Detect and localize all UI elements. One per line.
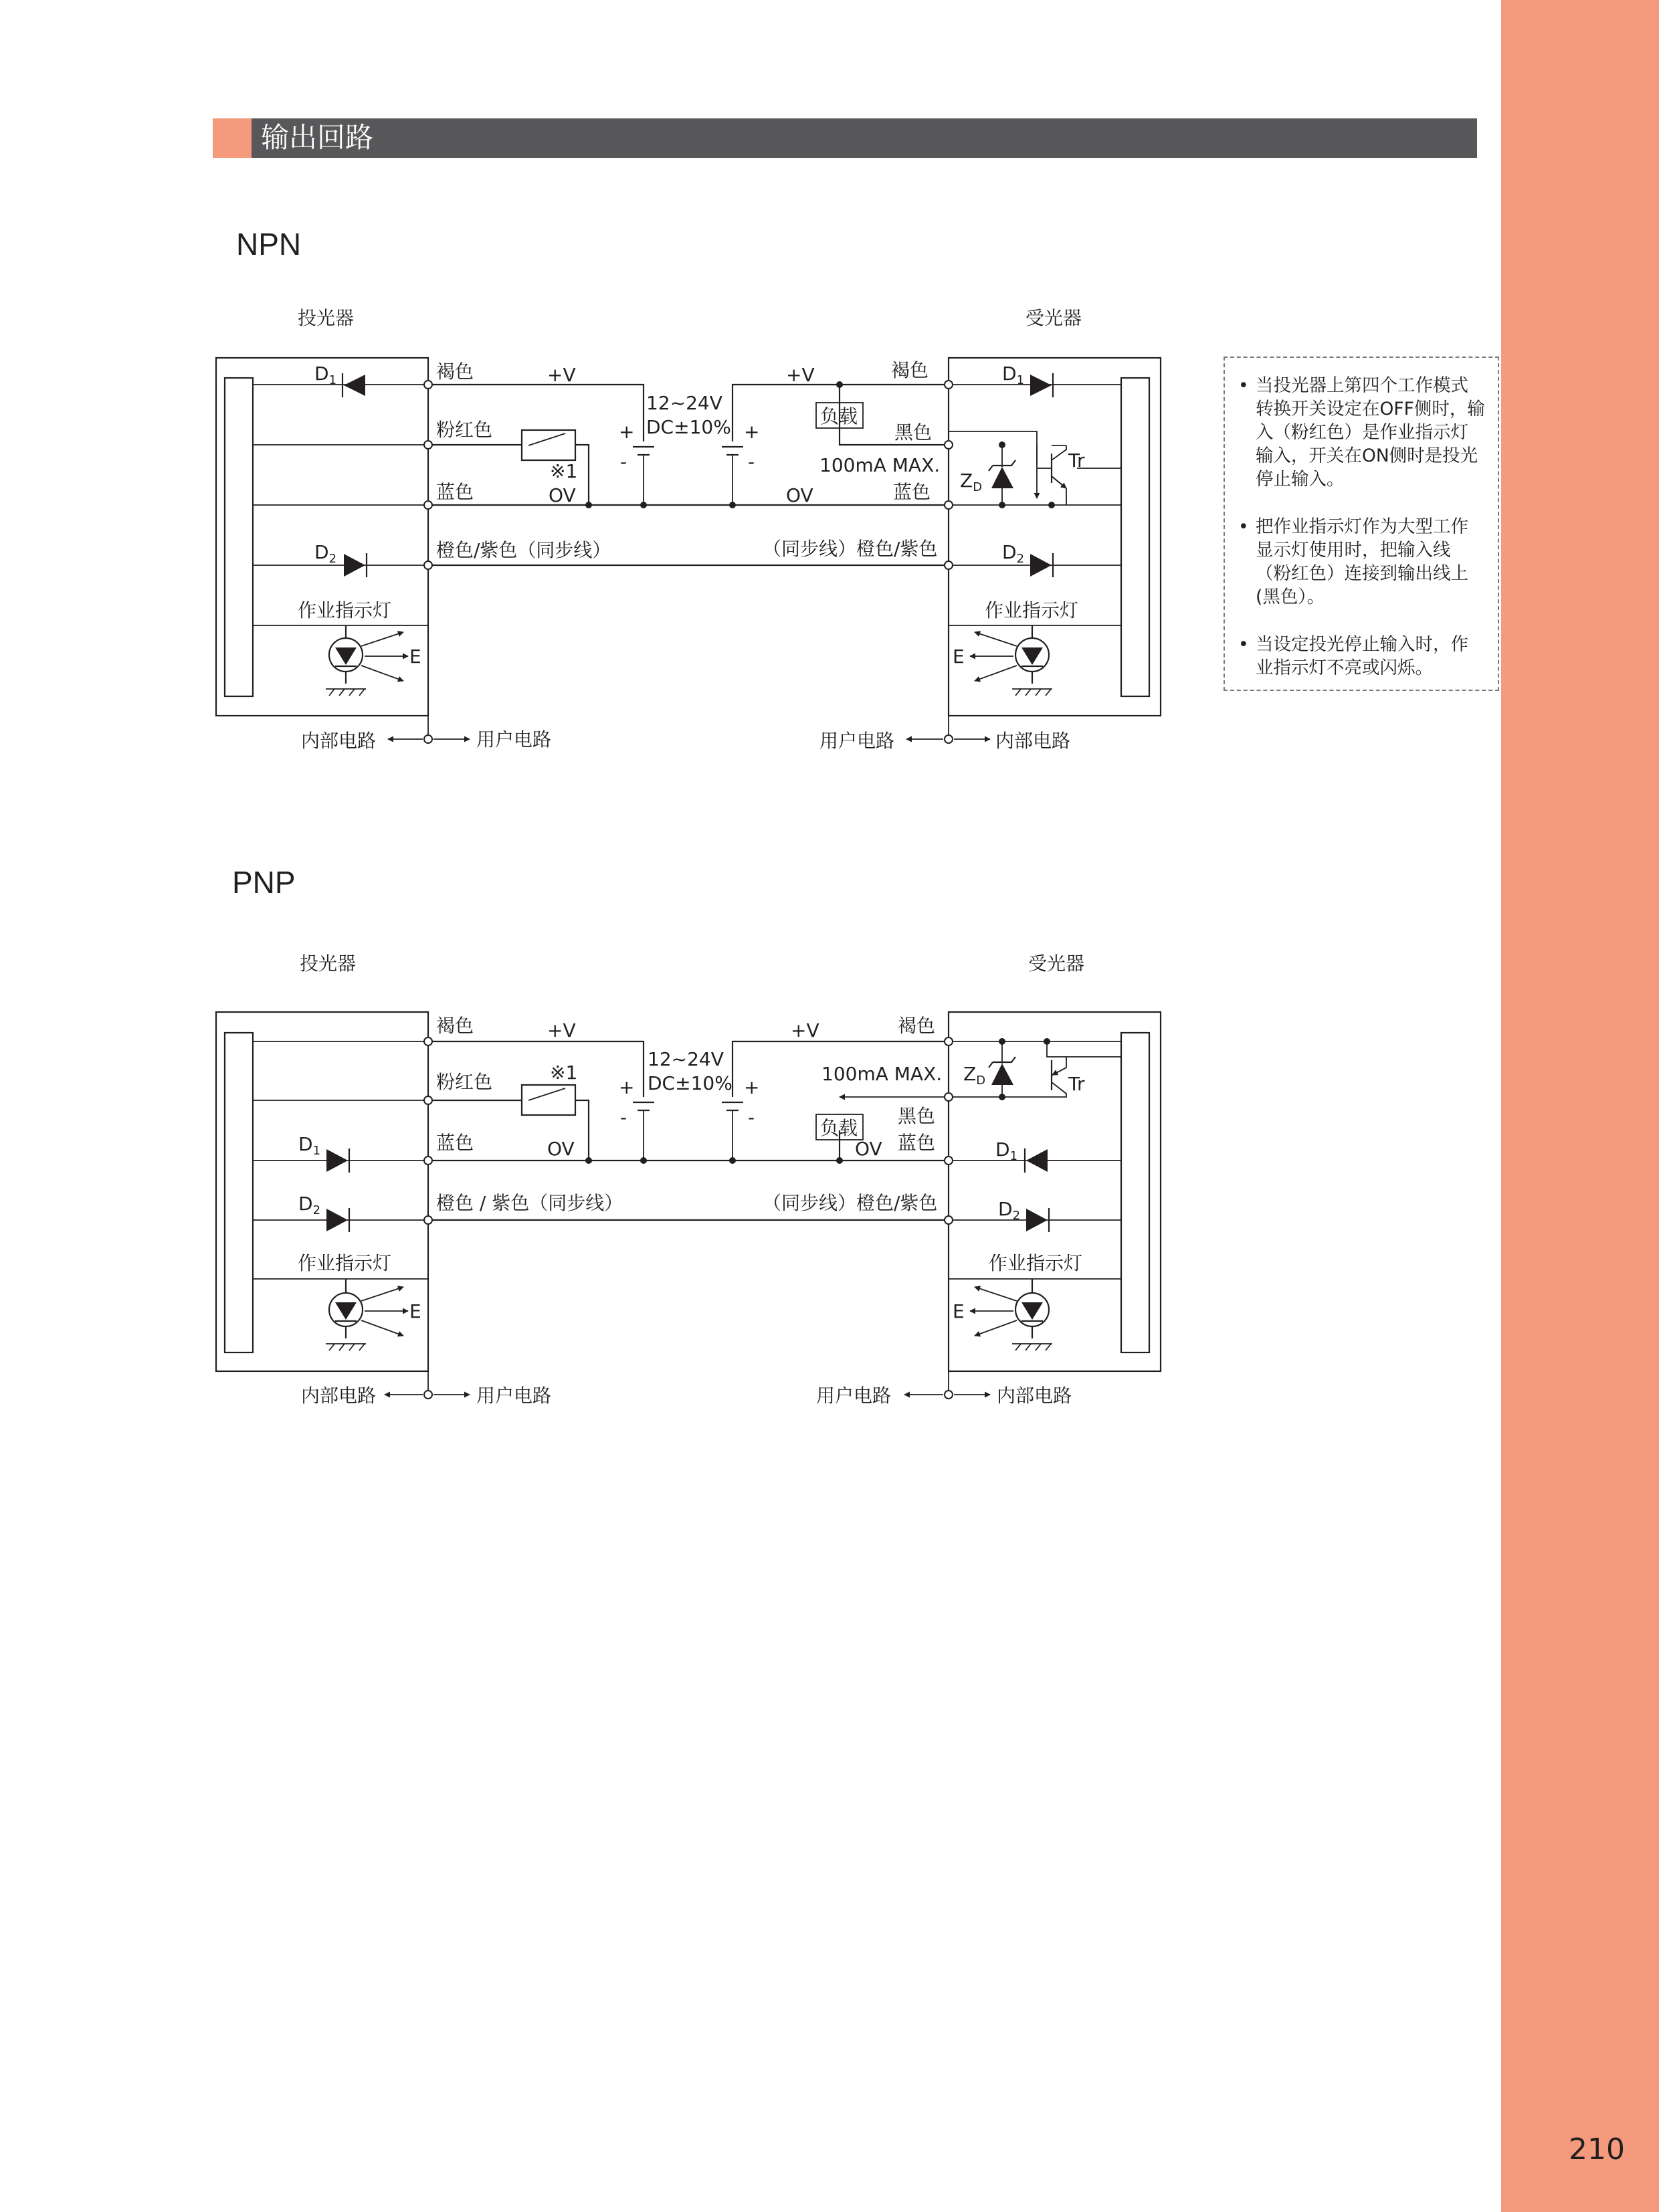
pnp-emitter-label: 投光器 <box>300 952 357 975</box>
npn-receiver-e-label: E <box>953 645 965 668</box>
npn-diagram <box>216 307 1161 752</box>
pnp-zd-label: $Z_D$ <box>963 1063 986 1088</box>
pnp-d2-receiver-diode <box>1026 1208 1049 1232</box>
note-item: • 当设定投光停止输入时，作业指示灯不亮或闪烁。 <box>1236 633 1486 680</box>
npn-d1-receiver-label: $D_1$ <box>1002 363 1025 387</box>
pnp-right-plus: + <box>744 1076 760 1098</box>
npn-right-plus: + <box>744 421 760 443</box>
pnp-switch <box>522 1085 575 1115</box>
npn-d2-emitter-diode <box>344 553 367 577</box>
npn-right-black-label: 黑色 <box>894 421 933 443</box>
npn-zd-label: $Z_D$ <box>960 470 983 494</box>
pnp-right-user-label: 用户电路 <box>816 1385 892 1407</box>
npn-left-brown-label: 褐色 <box>436 361 474 383</box>
npn-receiver-box <box>949 358 1161 716</box>
section-title: 输出回路 <box>261 121 374 154</box>
pnp-receiver-indicator-label: 作业指示灯 <box>989 1252 1083 1274</box>
pnp-right-plusv-label: +V <box>791 1019 819 1041</box>
npn-receiver-bar <box>1121 378 1149 696</box>
npn-receiver-internal-lines <box>949 385 1121 625</box>
npn-right-plusv-label: +V <box>786 364 815 386</box>
pnp-emitter-bar <box>225 1033 253 1352</box>
npn-battery-left <box>633 447 654 505</box>
pnp-emitter-e-label: E <box>409 1300 421 1322</box>
pnp-d2-emitter-label: $D_2$ <box>298 1193 321 1217</box>
pnp-d1-receiver-diode <box>1025 1148 1048 1173</box>
pnp-emitter-indicator-lamp <box>326 1279 408 1350</box>
npn-left-pink-label: 粉红色 <box>436 419 493 441</box>
npn-left-sync-label: 橙色/紫色（同步线） <box>436 539 611 561</box>
pnp-left-blue-label: 蓝色 <box>436 1132 474 1154</box>
pnp-right-minus: - <box>748 1106 755 1128</box>
npn-right-sync-label: （同步线）橙色/紫色 <box>763 538 938 560</box>
page-number: 210 <box>1569 2132 1625 2167</box>
npn-emitter-indicator-lamp <box>326 625 408 696</box>
pnp-note-mark: ※1 <box>550 1062 578 1084</box>
npn-d2-emitter-label: $D_2$ <box>314 541 337 566</box>
npn-left-user-label: 用户电路 <box>476 728 552 750</box>
pnp-load-label: 负载 <box>820 1117 858 1139</box>
npn-transistor <box>1037 445 1066 505</box>
npn-right-minus: - <box>748 451 755 473</box>
pnp-left-ov-label: OV <box>547 1138 575 1160</box>
npn-d1-emitter-diode <box>343 373 365 397</box>
pnp-right-ov-label: OV <box>855 1138 882 1160</box>
note-item: • 把作业指示灯作为大型工作显示灯使用时，把输入线（粉红色）连接到输出线上(黑色）。 <box>1236 515 1486 609</box>
pnp-right-sync-label: （同步线）橙色/紫色 <box>763 1192 938 1214</box>
pnp-receiver-indicator-lamp <box>970 1279 1052 1350</box>
pnp-left-pink-label: 粉红色 <box>436 1071 493 1093</box>
pnp-receiver-box <box>949 1012 1161 1371</box>
npn-supply-tolerance: DC±10% <box>646 416 731 438</box>
npn-left-ov-label: OV <box>549 484 576 506</box>
npn-right-user-label: 用户电路 <box>819 730 895 752</box>
pnp-d1-emitter-diode <box>326 1148 349 1173</box>
pnp-diagram <box>216 952 1161 1407</box>
pnp-right-internal-label: 内部电路 <box>997 1385 1072 1407</box>
npn-right-blue-label: 蓝色 <box>893 481 931 503</box>
npn-emitter-label: 投光器 <box>298 307 355 329</box>
pnp-left-internal-label: 内部电路 <box>301 1385 377 1407</box>
npn-emitter-e-label: E <box>409 645 421 668</box>
pnp-left-brown-label: 褐色 <box>436 1015 474 1037</box>
pnp-left-minus: - <box>620 1106 627 1128</box>
pnp-battery-left <box>633 1102 654 1161</box>
npn-supply-voltage: 12~24V <box>646 392 722 414</box>
pnp-right-black-label: 黑色 <box>898 1105 936 1127</box>
npn-d2-receiver-label: $D_2$ <box>1002 541 1025 566</box>
npn-emitter-box <box>216 358 428 716</box>
pnp-tr-label: Tr <box>1068 1073 1085 1095</box>
pnp-receiver-e-label: E <box>953 1300 965 1322</box>
notes-box <box>1224 357 1499 691</box>
pnp-receiver-bar <box>1121 1033 1149 1352</box>
npn-d1-emitter-label: $D_1$ <box>314 363 337 387</box>
pnp-zener-diode <box>989 1041 1015 1097</box>
npn-left-internal-label: 内部电路 <box>301 730 377 752</box>
npn-max-current-label: 100mA MAX. <box>819 454 941 476</box>
pnp-d1-receiver-label: $D_1$ <box>995 1138 1018 1163</box>
pnp-left-sync-label: 橙色 / 紫色（同步线） <box>436 1192 623 1214</box>
pnp-receiver-label: 受光器 <box>1028 952 1085 975</box>
pnp-left-plusv-label: +V <box>547 1019 576 1041</box>
pnp-emitter-box <box>216 1012 428 1371</box>
npn-right-brown-label: 褐色 <box>891 359 929 381</box>
pnp-left-user-label: 用户电路 <box>476 1385 552 1407</box>
pnp-battery-right <box>722 1102 743 1161</box>
pnp-d2-emitter-diode <box>326 1208 349 1232</box>
npn-tr-label: Tr <box>1068 449 1085 472</box>
note-item: • 当投光器上第四个工作模式转换开关设定在OFF侧时，输入（粉红色）是作业指示灯输入，开关在ON侧时是投光停止输入。 <box>1236 374 1486 491</box>
pnp-emitter-indicator-label: 作业指示灯 <box>298 1252 392 1274</box>
pnp-d1-emitter-label: $D_1$ <box>298 1133 321 1158</box>
npn-d1-receiver-diode <box>1030 373 1053 397</box>
npn-emitter-internal-lines <box>253 385 428 625</box>
pnp-heading: PNP <box>232 865 296 900</box>
pnp-right-brown-label: 褐色 <box>898 1015 936 1037</box>
npn-receiver-indicator-label: 作业指示灯 <box>985 599 1079 621</box>
pnp-max-current-label: 100mA MAX. <box>821 1063 943 1085</box>
npn-zener-diode <box>989 445 1015 505</box>
npn-left-minus: - <box>620 451 627 473</box>
npn-left-blue-label: 蓝色 <box>436 481 474 503</box>
npn-switch <box>522 430 575 460</box>
npn-emitter-indicator-label: 作业指示灯 <box>298 599 392 621</box>
npn-note-mark: ※1 <box>550 460 578 482</box>
pnp-right-blue-label: 蓝色 <box>898 1132 936 1154</box>
npn-left-plusv-label: +V <box>547 364 576 386</box>
npn-d2-receiver-diode <box>1030 553 1053 577</box>
npn-receiver-label: 受光器 <box>1026 307 1082 329</box>
npn-heading: NPN <box>236 227 302 262</box>
npn-emitter-bar <box>225 378 253 696</box>
pnp-d2-receiver-label: $D_2$ <box>998 1198 1021 1223</box>
npn-load-label: 负载 <box>820 405 858 427</box>
npn-battery-right <box>722 447 743 505</box>
npn-right-ov-label: OV <box>786 484 813 506</box>
npn-receiver-indicator-lamp <box>970 625 1052 696</box>
pnp-supply-tolerance: DC±10% <box>648 1072 733 1094</box>
npn-right-internal-label: 内部电路 <box>995 730 1071 752</box>
pnp-left-plus: + <box>619 1076 635 1098</box>
npn-left-plus: + <box>619 421 635 443</box>
pnp-bottom-legend <box>385 1371 990 1395</box>
pnp-supply-voltage: 12~24V <box>648 1048 724 1070</box>
